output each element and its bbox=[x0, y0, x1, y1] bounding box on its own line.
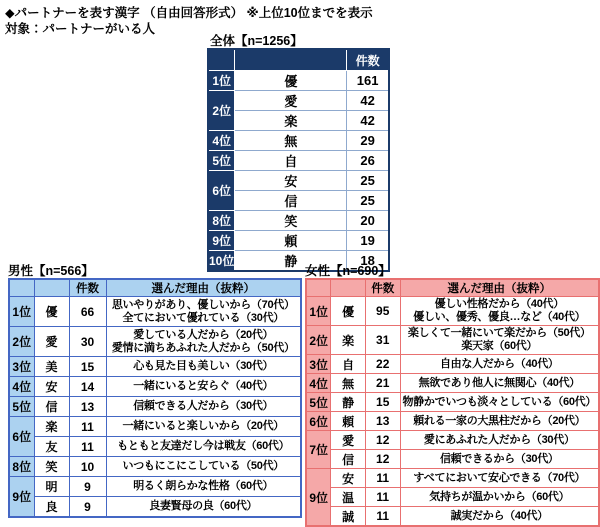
reason-cell bbox=[400, 374, 599, 393]
overall-row-6b bbox=[208, 191, 389, 211]
rank-cell: 6位 bbox=[208, 171, 235, 211]
count-cell: 14 bbox=[69, 377, 106, 397]
reason-cell bbox=[106, 497, 301, 518]
count-cell: 30 bbox=[69, 327, 106, 357]
kanji-cell: 信 bbox=[331, 450, 365, 469]
kanji-cell: 無 bbox=[235, 131, 347, 151]
kanji-cell: 優 bbox=[34, 297, 69, 327]
rank-cell: 4位 bbox=[208, 131, 235, 151]
female-header-row bbox=[306, 279, 599, 297]
kanji-cell: 安 bbox=[331, 469, 365, 488]
reason-cell bbox=[106, 417, 301, 437]
kanji-cell: 安 bbox=[235, 171, 347, 191]
kanji-cell: 笑 bbox=[34, 457, 69, 477]
overall-header-kanji-blank bbox=[235, 49, 347, 71]
overall-row-4 bbox=[208, 131, 389, 151]
reason-cell bbox=[106, 297, 301, 327]
reason-line: 良妻賢母の良（60代） bbox=[149, 500, 258, 512]
kanji-cell: 無 bbox=[331, 374, 365, 393]
male-row-1 bbox=[9, 297, 301, 327]
count-cell: 25 bbox=[347, 171, 389, 191]
kanji-cell: 優 bbox=[331, 297, 365, 326]
kanji-cell: 信 bbox=[34, 397, 69, 417]
female-row-4 bbox=[306, 374, 599, 393]
reason-cell bbox=[106, 327, 301, 357]
rank-cell: 9位 bbox=[208, 231, 235, 251]
count-cell: 11 bbox=[69, 417, 106, 437]
male-header-reason: 選んだ理由（抜粋） bbox=[106, 279, 301, 297]
count-cell: 12 bbox=[365, 431, 400, 450]
kanji-cell: 愛 bbox=[34, 327, 69, 357]
reason-line: 全てにおいて優れている（30代） bbox=[122, 311, 284, 324]
male-row-5 bbox=[9, 397, 301, 417]
count-cell: 9 bbox=[69, 477, 106, 497]
reason-cell bbox=[400, 450, 599, 469]
male-row-2 bbox=[9, 327, 301, 357]
kanji-cell: 楽 bbox=[235, 111, 347, 131]
reason-cell bbox=[400, 412, 599, 431]
count-cell: 18 bbox=[347, 251, 389, 272]
reason-line: 楽しくて一緒にいて楽だから（50代） bbox=[407, 327, 591, 339]
kanji-cell: 誠 bbox=[331, 507, 365, 527]
count-cell: 12 bbox=[365, 450, 400, 469]
count-cell: 9 bbox=[69, 497, 106, 518]
overall-row-2a bbox=[208, 91, 389, 111]
female-row-7b bbox=[306, 450, 599, 469]
overall-row-6a bbox=[208, 171, 389, 191]
reason-line: 一緒にいると楽しいから（20代） bbox=[122, 420, 284, 432]
count-cell: 66 bbox=[69, 297, 106, 327]
male-row-4 bbox=[9, 377, 301, 397]
kanji-cell: 優 bbox=[235, 71, 347, 91]
reason-line: 心も見た目も美しい（30代） bbox=[133, 360, 274, 372]
count-cell: 161 bbox=[347, 71, 389, 91]
female-header-reason: 選んだ理由（抜粋） bbox=[400, 279, 599, 297]
rank-cell: 6位 bbox=[306, 412, 331, 431]
overall-ranking-table bbox=[207, 48, 390, 272]
female-row-6 bbox=[306, 412, 599, 431]
count-cell: 95 bbox=[365, 297, 400, 326]
target-note: 対象：パートナーがいる人 bbox=[5, 22, 156, 36]
kanji-cell: 愛 bbox=[331, 431, 365, 450]
reason-line: 楽天家（60代） bbox=[461, 340, 538, 352]
overall-header-rank-blank bbox=[208, 49, 235, 71]
kanji-cell: 頼 bbox=[331, 412, 365, 431]
reason-cell bbox=[106, 437, 301, 457]
rank-cell: 2位 bbox=[306, 326, 331, 355]
count-cell: 26 bbox=[347, 151, 389, 171]
female-row-9a bbox=[306, 469, 599, 488]
reason-line: 優しい性格だから（40代） bbox=[434, 298, 564, 310]
female-row-9b bbox=[306, 488, 599, 507]
rank-cell: 5位 bbox=[306, 393, 331, 412]
rank-cell: 9位 bbox=[9, 477, 34, 518]
reason-line: 気持ちが温かいから（60代） bbox=[429, 490, 570, 503]
overall-row-1 bbox=[208, 71, 389, 91]
male-row-3 bbox=[9, 357, 301, 377]
male-ranking-table bbox=[8, 278, 302, 518]
reason-line: 物静かでいつも淡々としている（60代） bbox=[402, 395, 597, 408]
page-title: ◆パートナーを表す漢字 （自由回答形式） ※上位10位までを表示 bbox=[5, 6, 373, 20]
reason-line: 無欲であり他人に無関心（40代） bbox=[418, 376, 580, 389]
female-header-rank-blank bbox=[306, 279, 331, 297]
reason-line: 愛している人だから（20代） bbox=[133, 328, 274, 341]
count-cell: 21 bbox=[365, 374, 400, 393]
reason-line: 自由な人だから（40代） bbox=[439, 357, 559, 370]
reason-line: 愛情に満ちあふれた人だから（50代） bbox=[111, 341, 295, 354]
reason-cell bbox=[400, 355, 599, 374]
male-row-9b bbox=[9, 497, 301, 518]
female-row-2 bbox=[306, 326, 599, 355]
reason-line: 一緒にいると安らぐ（40代） bbox=[133, 380, 274, 392]
female-table-label: 女性【n=690】 bbox=[305, 264, 391, 278]
female-header-kanji-blank bbox=[331, 279, 365, 297]
rank-cell: 3位 bbox=[9, 357, 34, 377]
reason-line: 思いやりがあり、優しいから（70代） bbox=[111, 298, 295, 311]
kanji-cell: 温 bbox=[331, 488, 365, 507]
kanji-cell: 愛 bbox=[235, 91, 347, 111]
kanji-cell: 自 bbox=[331, 355, 365, 374]
female-row-9c bbox=[306, 507, 599, 527]
reason-line: 優しい、優秀、優良…など（40代） bbox=[413, 311, 586, 323]
count-cell: 42 bbox=[347, 91, 389, 111]
count-cell: 13 bbox=[69, 397, 106, 417]
kanji-cell: 自 bbox=[235, 151, 347, 171]
kanji-cell: 良 bbox=[34, 497, 69, 518]
rank-cell: 2位 bbox=[208, 91, 235, 131]
reason-cell bbox=[106, 457, 301, 477]
kanji-cell: 笑 bbox=[235, 211, 347, 231]
overall-row-2b bbox=[208, 111, 389, 131]
rank-cell: 1位 bbox=[306, 297, 331, 326]
reason-line: いつもにこにこしている（50代） bbox=[122, 460, 284, 472]
kanji-cell: 美 bbox=[34, 357, 69, 377]
rank-cell: 5位 bbox=[208, 151, 235, 171]
rank-cell: 4位 bbox=[306, 374, 331, 393]
kanji-cell: 静 bbox=[235, 251, 347, 272]
female-row-1 bbox=[306, 297, 599, 326]
rank-cell: 6位 bbox=[9, 417, 34, 457]
count-cell: 11 bbox=[365, 507, 400, 527]
rank-cell: 9位 bbox=[306, 469, 331, 527]
female-ranking-table bbox=[305, 278, 600, 527]
kanji-cell: 静 bbox=[331, 393, 365, 412]
reason-cell bbox=[106, 397, 301, 417]
count-cell: 19 bbox=[347, 231, 389, 251]
count-cell: 10 bbox=[69, 457, 106, 477]
reason-cell bbox=[400, 431, 599, 450]
reason-cell bbox=[400, 297, 599, 326]
count-cell: 31 bbox=[365, 326, 400, 355]
male-row-8 bbox=[9, 457, 301, 477]
count-cell: 11 bbox=[365, 488, 400, 507]
reason-line: 誠実だから（40代） bbox=[450, 509, 548, 522]
kanji-cell: 明 bbox=[34, 477, 69, 497]
reason-cell bbox=[400, 469, 599, 488]
male-row-9a bbox=[9, 477, 301, 497]
reason-cell bbox=[400, 507, 599, 527]
reason-line: 信頼できる人だから（30代） bbox=[133, 400, 274, 412]
reason-cell bbox=[106, 377, 301, 397]
rank-cell: 1位 bbox=[9, 297, 34, 327]
reason-line: 信頼できるから（30代） bbox=[439, 452, 559, 465]
male-header-kanji-blank bbox=[34, 279, 69, 297]
reason-line: もともと友達だし今は戦友（60代） bbox=[117, 440, 290, 452]
female-row-3 bbox=[306, 355, 599, 374]
overall-table-label: 全体【n=1256】 bbox=[210, 34, 303, 48]
reason-line: すべてにおいて安心できる（70代） bbox=[413, 471, 586, 484]
rank-cell: 2位 bbox=[9, 327, 34, 357]
count-cell: 20 bbox=[347, 211, 389, 231]
female-header-count: 件数 bbox=[365, 279, 400, 297]
kanji-cell: 安 bbox=[34, 377, 69, 397]
male-table-label: 男性【n=566】 bbox=[8, 264, 94, 278]
overall-header-count: 件数 bbox=[347, 49, 389, 71]
rank-cell: 5位 bbox=[9, 397, 34, 417]
rank-cell: 3位 bbox=[306, 355, 331, 374]
rank-cell: 8位 bbox=[208, 211, 235, 231]
reason-cell bbox=[400, 326, 599, 355]
count-cell: 11 bbox=[365, 469, 400, 488]
count-cell: 22 bbox=[365, 355, 400, 374]
kanji-cell: 信 bbox=[235, 191, 347, 211]
count-cell: 42 bbox=[347, 111, 389, 131]
overall-row-5 bbox=[208, 151, 389, 171]
overall-header-row bbox=[208, 49, 389, 71]
count-cell: 29 bbox=[347, 131, 389, 151]
count-cell: 15 bbox=[69, 357, 106, 377]
kanji-cell: 友 bbox=[34, 437, 69, 457]
male-header-count: 件数 bbox=[69, 279, 106, 297]
male-row-6b bbox=[9, 437, 301, 457]
male-header-rank-blank bbox=[9, 279, 34, 297]
count-cell: 11 bbox=[69, 437, 106, 457]
reason-cell bbox=[106, 357, 301, 377]
rank-cell: 7位 bbox=[306, 431, 331, 469]
kanji-cell: 楽 bbox=[34, 417, 69, 437]
overall-row-8 bbox=[208, 211, 389, 231]
reason-cell bbox=[400, 393, 599, 412]
rank-cell: 10位 bbox=[208, 251, 235, 272]
rank-cell: 8位 bbox=[9, 457, 34, 477]
rank-cell: 1位 bbox=[208, 71, 235, 91]
reason-line: 愛にあふれた人だから（30代） bbox=[423, 433, 575, 446]
reason-line: 頼れる一家の大黒柱だから（20代） bbox=[413, 414, 586, 427]
rank-cell: 4位 bbox=[9, 377, 34, 397]
overall-row-9 bbox=[208, 231, 389, 251]
male-row-6a bbox=[9, 417, 301, 437]
reason-cell bbox=[106, 477, 301, 497]
count-cell: 15 bbox=[365, 393, 400, 412]
count-cell: 25 bbox=[347, 191, 389, 211]
female-row-7a bbox=[306, 431, 599, 450]
count-cell: 13 bbox=[365, 412, 400, 431]
female-row-5 bbox=[306, 393, 599, 412]
male-header-row bbox=[9, 279, 301, 297]
kanji-cell: 楽 bbox=[331, 326, 365, 355]
reason-cell bbox=[400, 488, 599, 507]
kanji-cell: 頼 bbox=[235, 231, 347, 251]
reason-line: 明るく朗らかな性格（60代） bbox=[133, 480, 274, 492]
